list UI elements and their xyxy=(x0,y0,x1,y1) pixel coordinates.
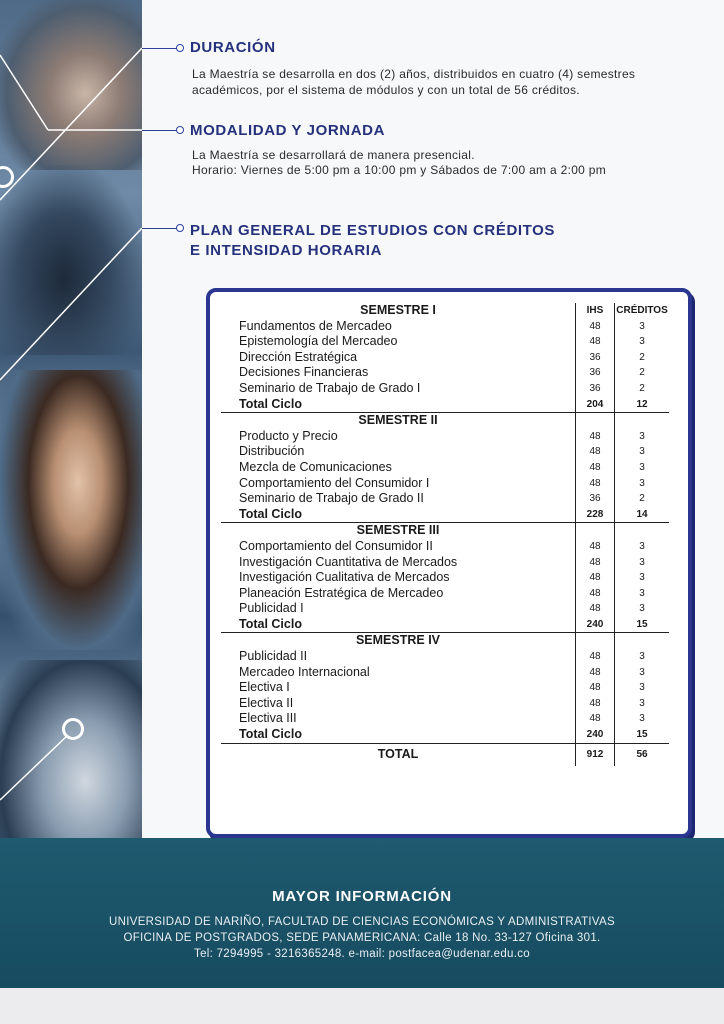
table-row xyxy=(221,365,669,381)
course-credits: 3 xyxy=(639,697,645,709)
grand-total-label: TOTAL xyxy=(221,743,576,766)
course-credits: 2 xyxy=(639,351,645,363)
heading-modalidad: MODALIDAD Y JORNADA xyxy=(190,122,386,139)
table-row xyxy=(221,555,669,571)
connector-line xyxy=(142,228,178,229)
footer-line-2: OFICINA DE POSTGRADOS, SEDE PANAMERICANA: Calle 18 No. 33-127 Oficina 301. xyxy=(123,932,601,944)
duracion-text-1: La Maestría se desarrolla en dos (2) años, distribuidos en cuatro (4) semestres xyxy=(192,67,636,81)
course-name: Electiva I xyxy=(221,680,576,696)
connector-line xyxy=(142,48,178,49)
course-ihs: 48 xyxy=(576,696,615,712)
semester-title: SEMESTRE IV xyxy=(221,633,576,649)
course-ihs: 48 xyxy=(576,460,615,476)
heading-plan-line-1: PLAN GENERAL DE ESTUDIOS CON CRÉDITOS xyxy=(190,222,556,239)
table-row xyxy=(221,491,669,507)
table-row xyxy=(221,429,669,445)
course-name: Comportamiento del Consumidor I xyxy=(221,476,576,492)
total-ihs: 240 xyxy=(576,727,615,743)
grand-total-row xyxy=(221,743,669,766)
course-ihs: 48 xyxy=(576,586,615,602)
course-credits: 3 xyxy=(639,682,645,694)
grand-total-credits: 56 xyxy=(615,743,670,766)
course-name: Mezcla de Comunicaciones xyxy=(221,460,576,476)
total-label: Total Ciclo xyxy=(221,617,576,633)
course-credits: 3 xyxy=(639,430,645,442)
course-ihs: 48 xyxy=(576,319,615,335)
course-name: Publicidad I xyxy=(221,601,576,617)
course-ihs: 48 xyxy=(576,601,615,617)
course-name: Electiva II xyxy=(221,696,576,712)
course-credits: 2 xyxy=(639,382,645,394)
course-name: Publicidad II xyxy=(221,649,576,665)
course-ihs: 48 xyxy=(576,444,615,460)
course-ihs: 48 xyxy=(576,665,615,681)
heading-plan-line-2: E INTENSIDAD HORARIA xyxy=(190,242,383,259)
table-row xyxy=(221,665,669,681)
course-credits: 3 xyxy=(639,651,645,663)
table-row xyxy=(221,350,669,366)
course-name: Planeación Estratégica de Mercadeo xyxy=(221,586,576,602)
heading-duracion: DURACIÓN xyxy=(190,39,276,56)
footer-line-3: Tel: 7294995 - 3216365248. e-mail: postfacea@udenar.edu.co xyxy=(194,948,530,960)
course-credits: 3 xyxy=(639,713,645,725)
table-row xyxy=(221,334,669,350)
semester-header-row xyxy=(221,523,669,539)
course-name: Epistemología del Mercadeo xyxy=(221,334,576,350)
course-ihs: 48 xyxy=(576,711,615,727)
course-ihs: 36 xyxy=(576,365,615,381)
course-name: Investigación Cualitativa de Mercados xyxy=(221,570,576,586)
course-credits: 3 xyxy=(639,587,645,599)
semester-title: SEMESTRE I xyxy=(221,303,576,319)
total-label: Total Ciclo xyxy=(221,507,576,523)
duracion-text-2: académicos, por el sistema de módulos y con un total de 56 créditos. xyxy=(192,83,580,97)
course-credits: 3 xyxy=(639,556,645,568)
decorative-lines xyxy=(0,0,142,880)
total-row xyxy=(221,397,669,413)
course-name: Seminario de Trabajo de Grado II xyxy=(221,491,576,507)
total-ihs: 204 xyxy=(576,397,615,413)
course-ihs: 36 xyxy=(576,381,615,397)
course-ihs: 36 xyxy=(576,350,615,366)
semester-header-row xyxy=(221,303,669,319)
course-name: Producto y Precio xyxy=(221,429,576,445)
course-ihs: 48 xyxy=(576,334,615,350)
course-credits: 3 xyxy=(639,666,645,678)
course-credits: 3 xyxy=(639,336,645,348)
table-row xyxy=(221,381,669,397)
course-name: Comportamiento del Consumidor II xyxy=(221,539,576,555)
table-row xyxy=(221,476,669,492)
course-credits: 3 xyxy=(639,320,645,332)
total-credits: 15 xyxy=(636,729,648,741)
table-row xyxy=(221,711,669,727)
course-credits: 3 xyxy=(639,603,645,615)
connector-dot-icon xyxy=(176,44,184,52)
total-label: Total Ciclo xyxy=(221,727,576,743)
course-name: Seminario de Trabajo de Grado I xyxy=(221,381,576,397)
course-ihs: 48 xyxy=(576,476,615,492)
modalidad-text-2: Horario: Viernes de 5:00 pm a 10:00 pm y Sábados de 7:00 am a 2:00 pm xyxy=(192,163,607,177)
course-credits: 2 xyxy=(639,493,645,505)
connector-dot-icon xyxy=(176,126,184,134)
table-row xyxy=(221,319,669,335)
total-credits: 14 xyxy=(636,508,648,520)
page-bottom-edge xyxy=(0,988,724,1024)
semester-header-row xyxy=(221,413,669,429)
course-name: Electiva III xyxy=(221,711,576,727)
total-row xyxy=(221,507,669,523)
course-ihs: 48 xyxy=(576,539,615,555)
total-ihs: 240 xyxy=(576,617,615,633)
course-credits: 2 xyxy=(639,367,645,379)
total-ihs: 228 xyxy=(576,507,615,523)
course-credits: 3 xyxy=(639,572,645,584)
course-ihs: 48 xyxy=(576,555,615,571)
course-credits: 3 xyxy=(639,540,645,552)
footer-line-1: UNIVERSIDAD DE NARIÑO, FACULTAD DE CIENCIAS ECONÓMICAS Y ADMINISTRATIVAS xyxy=(109,916,615,928)
table-row xyxy=(221,444,669,460)
grand-total-ihs: 912 xyxy=(576,743,615,766)
total-label: Total Ciclo xyxy=(221,397,576,413)
course-name: Investigación Cuantitativa de Mercados xyxy=(221,555,576,571)
plan-table xyxy=(221,303,669,766)
course-name: Fundamentos de Mercadeo xyxy=(221,319,576,335)
table-row xyxy=(221,460,669,476)
footer-title: MAYOR INFORMACIÓN xyxy=(272,888,452,905)
course-credits: 3 xyxy=(639,446,645,458)
course-ihs: 48 xyxy=(576,649,615,665)
course-ihs: 48 xyxy=(576,429,615,445)
course-name: Mercadeo Internacional xyxy=(221,665,576,681)
semester-title: SEMESTRE III xyxy=(221,523,576,539)
table-row xyxy=(221,680,669,696)
course-ihs: 48 xyxy=(576,680,615,696)
table-row xyxy=(221,696,669,712)
photo-strip xyxy=(0,0,142,880)
table-row xyxy=(221,539,669,555)
course-ihs: 48 xyxy=(576,570,615,586)
total-row xyxy=(221,617,669,633)
course-name: Dirección Estratégica xyxy=(221,350,576,366)
table-row xyxy=(221,649,669,665)
course-ihs: 36 xyxy=(576,491,615,507)
connector-dot-icon xyxy=(176,224,184,232)
column-header-creditos: CRÉDITOS xyxy=(616,305,668,316)
total-credits: 12 xyxy=(636,398,648,410)
modalidad-text-1: La Maestría se desarrollará de manera presencial. xyxy=(192,148,475,162)
course-name: Decisiones Financieras xyxy=(221,365,576,381)
table-row xyxy=(221,570,669,586)
footer-contact xyxy=(0,838,724,988)
connector-line xyxy=(142,130,178,131)
total-row xyxy=(221,727,669,743)
course-credits: 3 xyxy=(639,477,645,489)
semester-header-row xyxy=(221,633,669,649)
total-credits: 15 xyxy=(636,618,648,630)
semester-title: SEMESTRE II xyxy=(221,413,576,429)
ring-icon xyxy=(62,718,84,740)
column-header-ihs: IHS xyxy=(576,303,615,319)
course-name: Distribución xyxy=(221,444,576,460)
table-row xyxy=(221,586,669,602)
course-credits: 3 xyxy=(639,461,645,473)
table-row xyxy=(221,601,669,617)
